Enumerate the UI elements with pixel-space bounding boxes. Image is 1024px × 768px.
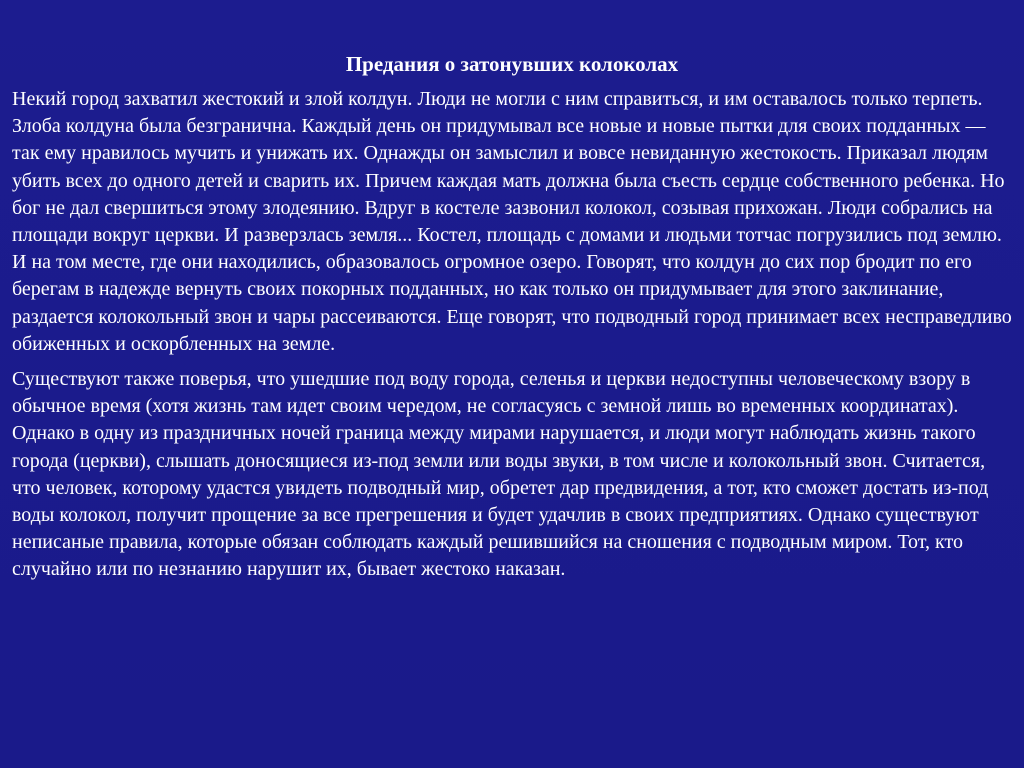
- slide-title: Предания о затонувших колоколах: [345, 52, 679, 76]
- paragraph-legend: Некий город захватил жестокий и злой колдун. Люди не могли с ним справиться, и им оставалось только терпеть. Злоба колдуна была безгранична. Каждый день он придумывал все новые и новые пытки для своих подданных — так ему нравилось мучить и унижать их. Однажды он замыслил и вовсе невиданную жестокость. Приказал людям убить всех до одного детей и сварить их. Причем каждая мать должна была съесть сердце собственного ребенка. Но бог не дал свершиться этому злодеянию. Вдруг в костеле зазвонил колокол, созывая прихожан. Люди собрались на площади вокруг церкви. И разверзлась земля... Костел, площадь с домами и людьми тотчас погрузились под землю. И на том месте, где они находились, образовалось огромное озеро. Говорят, что колдун до сих пор бродит по его берегам в надежде вернуть своих покорных подданных, но как только он придумывает для этого заклинание, раздается колокольный звон и чары рассеиваются. Еще говорят, что подводный город принимает всех несправедливо обиженных и оскорбленных на земле.: [12, 88, 1012, 355]
- paragraph-beliefs: Существуют также поверья, что ушедшие под воду города, селенья и церкви недоступны человеческому взору в обычное время (хотя жизнь там идет своим чередом, не согласуясь с земной лишь во временных координатах). Однако в одну из праздничных ночей граница между мирами нарушается, и люди могут наблюдать жизнь такого города (церкви), слышать доносящиеся из-под земли или воды звуки, в том числе и колокольный звон. Считается, что человек, которому удастся увидеть подводный мир, обретет дар предвидения, а тот, кто сможет достать из-под воды колокол, получит прощение за все прегрешения и будет удачлив в своих предприятиях. Однако существуют неписаные правила, которые обязан соблюдать каждый решившийся на сношения с подводным миром. Тот, кто случайно или по незнанию нарушит их, бывает жестоко наказан.: [12, 368, 989, 581]
